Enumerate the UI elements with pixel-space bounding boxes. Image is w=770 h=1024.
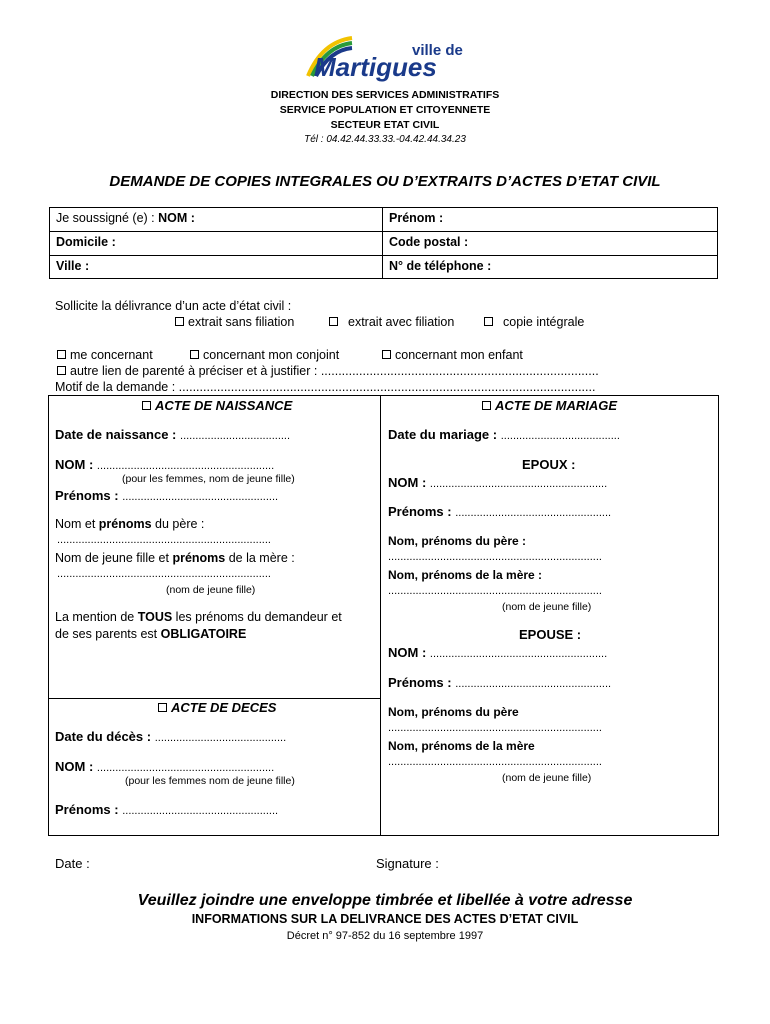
naissance-prenoms[interactable] <box>55 488 278 503</box>
naissance-nom[interactable] <box>55 457 274 472</box>
text: prénoms <box>98 517 152 531</box>
identity-row <box>50 232 717 256</box>
naissance-mere-dots[interactable]: ...................................................................... <box>57 568 271 580</box>
dots: .......................................................... <box>429 648 608 660</box>
dots: ....................................... <box>500 430 620 442</box>
dots: ................................................... <box>455 678 612 690</box>
checkbox-icon[interactable] <box>57 350 66 359</box>
epouse-pere-dots[interactable]: ...................................................................... <box>388 722 602 734</box>
mariage-date-label: Date du mariage : <box>388 427 498 442</box>
epouse-mere-label: Nom, prénoms de la mère <box>388 739 535 753</box>
text: La mention de <box>55 610 138 624</box>
text: Nom de jeune fille et <box>55 551 173 565</box>
option-avec-filiation[interactable] <box>329 315 454 329</box>
logo-line1: ville de <box>412 42 463 59</box>
envelope-notice: Veuillez joindre une enveloppe timbrée et libellée à votre adresse <box>137 892 633 909</box>
checkbox-icon[interactable] <box>329 317 338 326</box>
epouse-prenoms-label: Prénoms : <box>388 675 452 690</box>
identity-table <box>49 207 718 279</box>
naissance-mention1 <box>55 610 342 624</box>
epouse-nom[interactable] <box>388 645 607 660</box>
dots: ................................................... <box>122 491 279 503</box>
option-label: concernant mon conjoint <box>203 348 340 362</box>
option-enfant[interactable] <box>382 348 523 362</box>
checkbox-icon[interactable] <box>482 401 491 410</box>
naissance-prenoms-label: Prénoms : <box>55 488 119 503</box>
domicile-label: Domicile : <box>56 235 116 249</box>
naissance-mention2 <box>55 627 246 641</box>
naissance-date-label: Date de naissance : <box>55 427 177 442</box>
deces-nom[interactable] <box>55 759 274 774</box>
text: de la mère : <box>225 551 295 565</box>
naissance-date[interactable] <box>55 427 290 442</box>
naissance-mere-note: (nom de jeune fille) <box>166 584 256 596</box>
header-line3: SECTEUR ETAT CIVIL <box>330 119 440 131</box>
checkbox-icon[interactable] <box>142 401 151 410</box>
text: de ses parents est <box>55 627 161 641</box>
header-line2: SERVICE POPULATION ET CITOYENNETE <box>279 104 491 116</box>
checkbox-icon[interactable] <box>57 366 66 375</box>
identity-row <box>50 256 717 280</box>
info-heading: INFORMATIONS SUR LA DELIVRANCE DES ACTES D’ETAT CIVIL <box>191 912 579 926</box>
option-label: extrait sans filiation <box>188 315 295 329</box>
epouse-pere-label: Nom, prénoms du père <box>388 705 519 719</box>
mariage-date[interactable] <box>388 427 620 442</box>
epouse-prenoms[interactable] <box>388 675 611 690</box>
option-copie-integrale[interactable] <box>484 315 584 329</box>
epouse-mere-dots[interactable]: ...................................................................... <box>388 756 602 768</box>
page-title: DEMANDE DE COPIES INTEGRALES OU D’EXTRAITS D’ACTES D’ETAT CIVIL <box>109 173 661 190</box>
text: Nom et <box>55 517 99 531</box>
naissance-nom-label: NOM : <box>55 457 94 472</box>
text: les prénoms du demandeur et <box>172 610 342 624</box>
naissance-pere-label <box>55 517 204 531</box>
option-label: autre lien de parenté à préciser et à justifier : ................................................................................ <box>70 364 599 378</box>
naissance-pere-dots[interactable]: ...................................................................... <box>57 534 271 546</box>
checkbox-icon[interactable] <box>382 350 391 359</box>
epoux-pere-dots[interactable]: ...................................................................... <box>388 551 602 563</box>
text: du père : <box>151 517 205 531</box>
soussigne-field[interactable] <box>50 208 382 232</box>
code-postal-field[interactable] <box>383 232 718 256</box>
epouse-mere-note: (nom de jeune fille) <box>502 772 592 784</box>
option-label: copie intégrale <box>503 315 585 329</box>
epoux-mere-note: (nom de jeune fille) <box>502 601 592 613</box>
epoux-nom-label: NOM : <box>388 475 427 490</box>
soussigne-label: Je soussigné (e) : <box>56 211 155 225</box>
deces-date[interactable] <box>55 729 286 744</box>
dots: .................................... <box>180 430 291 442</box>
city-logo <box>300 36 480 80</box>
option-me-concernant[interactable] <box>57 348 153 362</box>
prenom-field[interactable] <box>383 208 718 232</box>
dots: ................................................... <box>122 805 279 817</box>
box-divider <box>380 396 381 835</box>
deces-prenoms-label: Prénoms : <box>55 802 119 817</box>
identity-row <box>50 208 717 232</box>
checkbox-icon[interactable] <box>158 703 167 712</box>
telephone-label: N° de téléphone : <box>389 259 492 273</box>
epoux-mere-label: Nom, prénoms de la mère : <box>388 568 543 582</box>
dots: .......................................................... <box>96 762 275 774</box>
option-conjoint[interactable] <box>190 348 339 362</box>
mariage-header[interactable] <box>482 398 617 413</box>
dots: .......................................................... <box>96 460 275 472</box>
text: prénoms <box>172 551 226 565</box>
checkbox-icon[interactable] <box>484 317 493 326</box>
option-label: extrait avec filiation <box>348 315 455 329</box>
dots: .......................................................... <box>429 478 608 490</box>
deces-nom-note: (pour les femmes nom de jeune fille) <box>125 775 295 787</box>
epouse-nom-label: NOM : <box>388 645 427 660</box>
sollicite-text: Sollicite la délivrance d’un acte d’état civil : <box>55 299 292 313</box>
naissance-title: ACTE DE NAISSANCE <box>155 398 293 413</box>
deces-title: ACTE DE DECES <box>171 700 277 715</box>
prenom-label: Prénom : <box>389 211 444 225</box>
option-autre-lien[interactable] <box>57 364 599 378</box>
epoux-mere-dots[interactable]: ...................................................................... <box>388 585 602 597</box>
epoux-heading: EPOUX : <box>522 457 576 472</box>
option-sans-filiation[interactable] <box>175 315 294 329</box>
text: TOUS <box>137 610 173 624</box>
deces-header[interactable] <box>158 700 276 715</box>
nom-label: NOM : <box>158 211 195 225</box>
option-label: concernant mon enfant <box>395 348 523 362</box>
ville-label: Ville : <box>56 259 90 273</box>
box-hline <box>49 698 381 699</box>
date-field[interactable]: Date : <box>55 856 90 871</box>
motif-field[interactable]: Motif de la demande : ........................................................................................................................ <box>55 380 596 394</box>
decret-reference: Décret n° 97-852 du 16 septembre 1997 <box>286 930 484 942</box>
domicile-field[interactable] <box>50 232 382 256</box>
header-tel: Tél : 04.42.44.33.33.-04.42.44.34.23 <box>304 134 466 145</box>
logo-line2: Martigues <box>314 52 437 82</box>
deces-prenoms[interactable] <box>55 802 278 817</box>
option-label: me concernant <box>70 348 153 362</box>
epoux-prenoms-label: Prénoms : <box>388 504 452 519</box>
naissance-mere-label <box>55 551 295 565</box>
dots: ................................................... <box>455 507 612 519</box>
text: OBLIGATOIRE <box>160 627 247 641</box>
epoux-prenoms[interactable] <box>388 504 611 519</box>
code-postal-label: Code postal : <box>389 235 469 249</box>
deces-date-label: Date du décès : <box>55 729 152 744</box>
ville-field[interactable] <box>50 256 382 280</box>
telephone-field[interactable] <box>383 256 718 280</box>
naissance-header[interactable] <box>142 398 292 413</box>
mariage-title: ACTE DE MARIAGE <box>495 398 618 413</box>
signature-field[interactable]: Signature : <box>376 856 439 871</box>
epoux-nom[interactable] <box>388 475 607 490</box>
checkbox-icon[interactable] <box>175 317 184 326</box>
deces-nom-label: NOM : <box>55 759 94 774</box>
dots: ........................................... <box>154 732 287 744</box>
checkbox-icon[interactable] <box>190 350 199 359</box>
epoux-pere-label: Nom, prénoms du père : <box>388 534 527 548</box>
header-line1: DIRECTION DES SERVICES ADMINISTRATIFS <box>270 89 500 101</box>
naissance-nom-note: (pour les femmes, nom de jeune fille) <box>122 473 295 485</box>
epouse-heading: EPOUSE : <box>519 627 582 642</box>
